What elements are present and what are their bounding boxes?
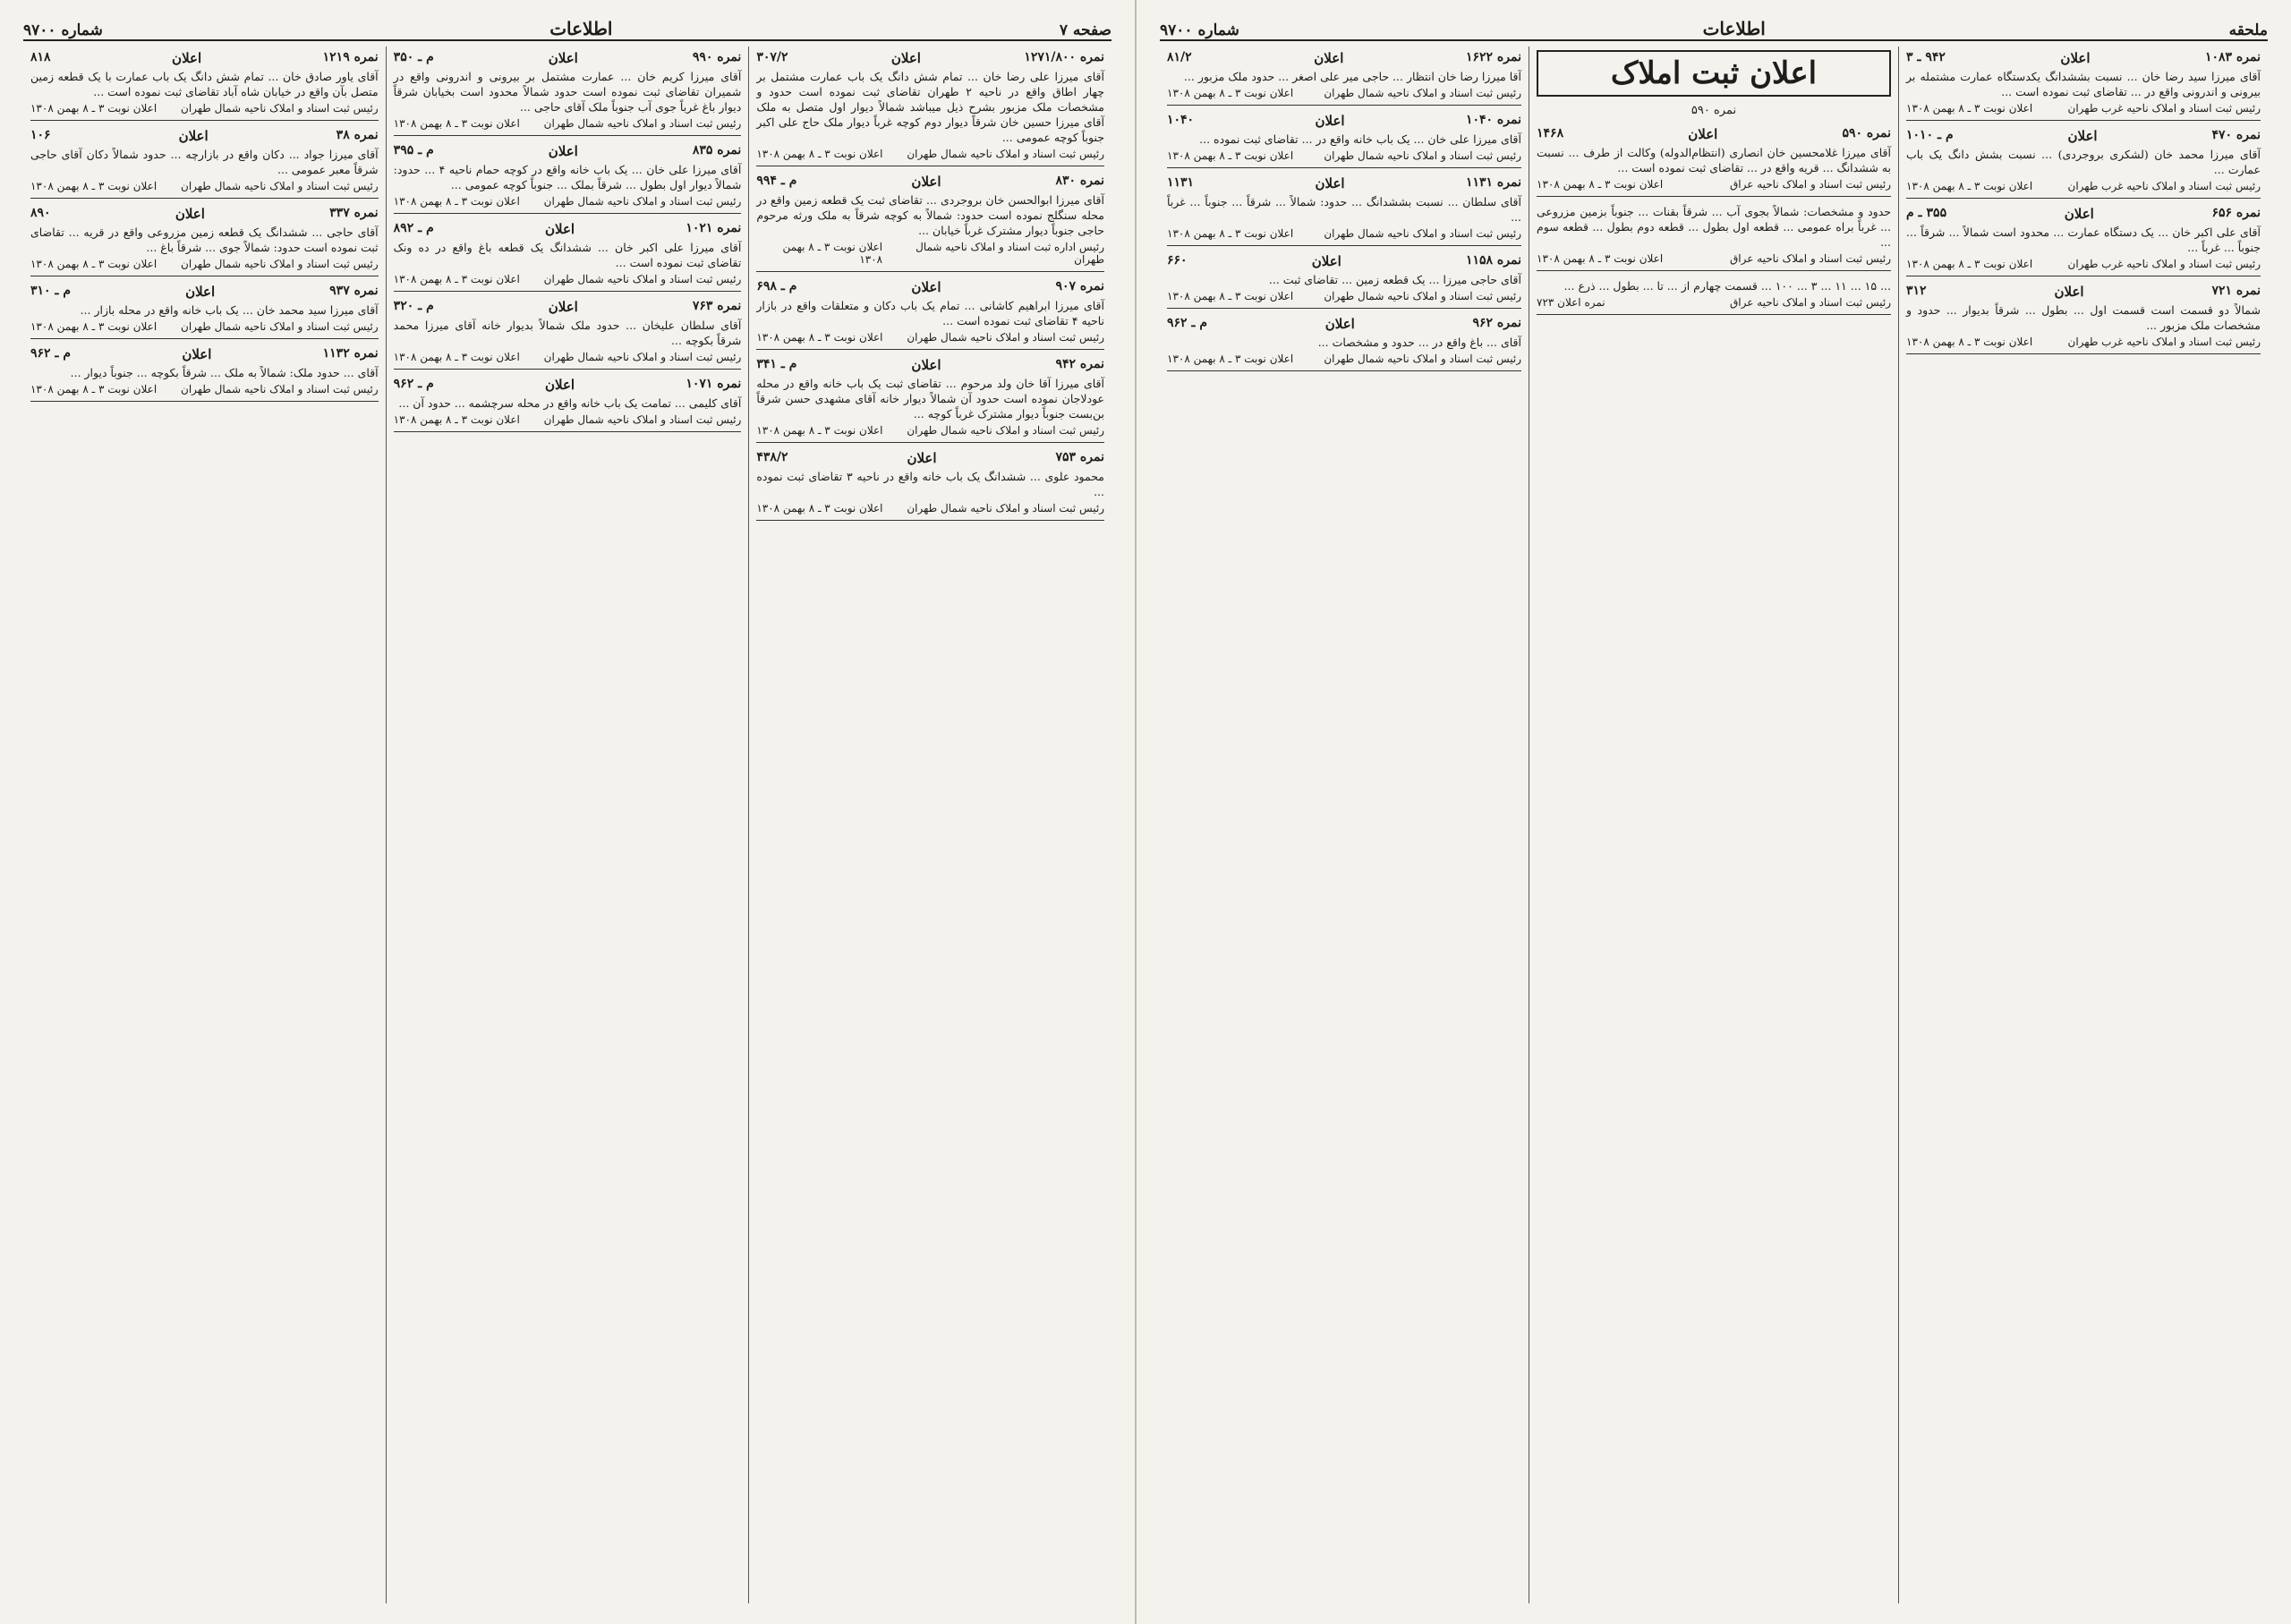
- right-masthead: [1160, 16, 2268, 41]
- column: [1529, 47, 1898, 1603]
- notice-number: نمره ۱۶۲۲: [1465, 50, 1521, 64]
- notice-ref: ۱۰۴۰: [1167, 113, 1195, 127]
- notice-number: نمره ۹۳۷: [329, 284, 379, 298]
- notice-number: نمره ۹۹۰: [692, 50, 742, 64]
- notice-header: [1167, 50, 1521, 66]
- notice-issuer: رئیس اداره ثبت اسناد و املاک ناحیه شمال طهران: [916, 241, 1104, 266]
- notice: [394, 373, 742, 432]
- notice-number: نمره ۱۱۵۸: [1465, 253, 1521, 268]
- notice-date: اعلان نوبت ۳ ـ ۸ بهمن ۱۳۰۸: [30, 180, 158, 192]
- notice-header: [394, 299, 742, 315]
- notice-issuer: رئیس ثبت اسناد و املاک ناحیه شمال طهران: [543, 413, 742, 426]
- notice-footer: [1906, 102, 2261, 115]
- notice-body: آقای میرزا محمد خان (لشکری بروجردی) ... نسبت بشش دانگ یک باب عمارت ...: [1906, 148, 2261, 176]
- notice-number: نمره ۳۸: [336, 128, 379, 142]
- left-issue-number: شماره ۹۷۰۰: [23, 21, 103, 39]
- notice-title: اعلان: [175, 206, 205, 222]
- notice-date: اعلان نوبت ۳ ـ ۸ بهمن ۱۳۰۸: [393, 351, 520, 363]
- notice-ref: ۴۳۸/۲: [756, 450, 788, 464]
- notice-title: اعلان: [2064, 206, 2094, 222]
- notice-number: نمره ۱۲۷۱/۸۰۰: [1024, 50, 1104, 64]
- notice-title: اعلان: [548, 143, 578, 159]
- notice-date: اعلان نوبت ۳ ـ ۸ بهمن ۱۳۰۸: [1167, 149, 1294, 162]
- notice-header: [756, 279, 1104, 295]
- notice-date: اعلان نوبت ۳ ـ ۸ بهمن ۱۳۰۸: [1167, 227, 1294, 240]
- notice-title: اعلان: [182, 346, 212, 362]
- notice: [1167, 312, 1521, 371]
- notice-date: نمره اعلان ۷۲۳: [1537, 296, 1605, 309]
- notice-date: اعلان نوبت ۳ ـ ۸ بهمن ۱۳۰۸: [1537, 178, 1664, 191]
- notice-date: اعلان نوبت ۳ ـ ۸ بهمن ۱۳۰۸: [30, 383, 158, 395]
- notice: [1906, 47, 2261, 121]
- notice-title: اعلان: [544, 221, 575, 237]
- notice-issuer: رئیس ثبت اسناد و املاک ناحیه شمال طهران: [181, 180, 379, 192]
- notice-body: آقای میرزا کریم خان ... عمارت مشتمل بر بیرونی و اندرونی واقع در شمیران تقاضای ثبت نموده است حدود شمالاً محدود است بخیابان شرقاً دیوار باغ غرباً جوی آب جنوباً ملک آقای حاجی ...: [393, 70, 742, 114]
- notice-issuer: رئیس ثبت اسناد و املاک ناحیه غرب طهران: [2067, 180, 2261, 192]
- notice-title: اعلان: [1324, 316, 1355, 332]
- notice: [30, 47, 379, 121]
- notice-header: [1167, 113, 1521, 129]
- notice-header: [756, 50, 1104, 66]
- notice: [1537, 200, 1891, 271]
- notice-header: [1906, 128, 2261, 144]
- notice-date: اعلان نوبت ۳ ـ ۸ بهمن ۱۳۰۸: [393, 413, 520, 426]
- notice-footer: [1906, 336, 2261, 348]
- column: [1898, 47, 2268, 1603]
- notice-issuer: رئیس ثبت اسناد و املاک ناحیه غرب طهران: [2067, 258, 2261, 270]
- notice-title: اعلان: [911, 174, 941, 190]
- notice-issuer: رئیس ثبت اسناد و املاک ناحیه غرب طهران: [2067, 102, 2261, 115]
- notice-issuer: رئیس ثبت اسناد و املاک ناحیه شمال طهران: [907, 502, 1104, 514]
- notice-body: آقای حاجی ... ششدانگ یک قطعه زمین مزروعی واقع در قریه ... تقاضای ثبت نموده است حدود: شمالاً جوی ... شرقاً باغ ...: [30, 225, 379, 254]
- notice-issuer: رئیس ثبت اسناد و املاک ناحیه شمال طهران: [1324, 87, 1521, 99]
- notice-body: آقای میرزا علی اکبر خان ... ششدانگ یک قطعه باغ واقع در ده ونک تقاضای ثبت نموده است ...: [393, 241, 742, 269]
- notice-footer: [394, 195, 742, 208]
- notice-issuer: رئیس ثبت اسناد و املاک ناحیه شمال طهران: [181, 102, 379, 115]
- notice-date: اعلان نوبت ۳ ـ ۸ بهمن ۱۳۰۸: [756, 148, 883, 160]
- notice-date: اعلان نوبت ۳ ـ ۸ بهمن ۱۳۰۸: [30, 258, 158, 270]
- notice-title: اعلان: [548, 299, 578, 315]
- notice-title: اعلان: [1315, 113, 1345, 129]
- notice-issuer: رئیس ثبت اسناد و املاک ناحیه شمال طهران: [907, 148, 1104, 160]
- notice-footer: [1167, 353, 1521, 365]
- notice-date: اعلان نوبت ۳ ـ ۸ بهمن ۱۳۰۸: [756, 331, 883, 344]
- left-page: [0, 0, 1137, 1624]
- notice-body: آقای یاور صادق خان ... تمام شش دانگ یک باب عمارت با یک قطعه زمین متصل بآن واقع در خیابان شاه آباد تقاضای ثبت نموده است ...: [30, 70, 379, 98]
- notice-footer: [1167, 227, 1521, 240]
- notice-footer: [756, 148, 1104, 160]
- notice: [30, 202, 379, 276]
- notice-footer: [30, 383, 379, 395]
- notice-date: اعلان نوبت ۳ ـ ۸ بهمن ۱۳۰۸: [1167, 87, 1294, 99]
- notice-header: [1167, 253, 1521, 269]
- notice: [756, 446, 1104, 521]
- notice-number: نمره ۶۵۶: [2211, 206, 2261, 220]
- notice-number: نمره ۹۶۲: [1472, 316, 1521, 330]
- notice-footer: [30, 180, 379, 192]
- notice-header: [30, 284, 379, 300]
- notice-ref: م ـ ۹۶۲: [30, 346, 72, 361]
- right-page-number: ملحقه: [2228, 21, 2268, 39]
- notice-number: نمره ۱۰۴۰: [1465, 113, 1521, 127]
- notice-ref: ۸۱۸: [30, 50, 51, 64]
- notice-date: اعلان نوبت ۳ ـ ۸ بهمن ۱۳۰۸: [756, 424, 883, 437]
- notice-issuer: رئیس ثبت اسناد و املاک ناحیه شمال طهران: [1324, 290, 1521, 302]
- notice: [1167, 109, 1521, 168]
- notice-footer: [1537, 252, 1891, 265]
- notice-body: آقای میرزا علی خان ... یک باب خانه واقع در کوچه حمام ناحیه ۴ ... حدود: شمالاً دیوار اول بطول ... شرقاً بملک ... جنوباً کوچه عمومی ...: [393, 163, 742, 191]
- left-newspaper-title: اطلاعات: [549, 18, 613, 39]
- notice-body: آقا میرزا رضا خان انتظار ... حاجی میر علی اصغر ... حدود ملک مزبور ...: [1183, 70, 1521, 83]
- notice-footer: [1167, 149, 1521, 162]
- notice-issuer: رئیس ثبت اسناد و املاک ناحیه عراق: [1729, 178, 1891, 191]
- notice-body: حدود و مشخصات: شمالاً بجوی آب ... شرقاً بقنات ... جنوباً بزمین مزروعی ... غرباً براه عمومی ... قطعه اول بطول ... قطعه دوم بطول ... قطعه سوم ...: [1537, 205, 1891, 249]
- notice: [394, 140, 742, 214]
- notice-body: آقای ... حدود ملک: شمالاً به ملک ... شرقاً بکوچه ... جنوباً دیوار ...: [70, 366, 379, 379]
- notice-header: [756, 357, 1104, 373]
- notice: [756, 47, 1104, 166]
- notice-header: [394, 377, 742, 393]
- column: [386, 47, 749, 1603]
- notice-ref: م ـ ۳۵۰: [393, 50, 434, 64]
- notice-header: [1906, 206, 2261, 222]
- notice-date: اعلان نوبت ۳ ـ ۸ بهمن ۱۳۰۸: [393, 117, 520, 130]
- notice-title: اعلان: [907, 450, 937, 466]
- notice-date: اعلان نوبت ۳ ـ ۸ بهمن ۱۳۰۸: [782, 241, 883, 266]
- notice-number: نمره ۷۵۳: [1055, 450, 1104, 464]
- notice-header: [394, 50, 742, 66]
- notice: [1167, 172, 1521, 246]
- notice-ref: ۱۱۳۱: [1167, 175, 1195, 190]
- notice: [394, 295, 742, 370]
- notice-number: نمره ۷۲۱: [2211, 284, 2261, 298]
- notice-ref: م ـ ۹۹۴: [756, 174, 797, 188]
- notice-footer: [1167, 290, 1521, 302]
- notice-title: اعلان: [172, 50, 202, 66]
- right-page: [1137, 0, 2291, 1624]
- notice-ref: م ـ ۸۹۲: [393, 221, 434, 235]
- notice-number: نمره ۱۲۱۹: [322, 50, 379, 64]
- notice-header: [30, 206, 379, 222]
- notice: [30, 343, 379, 402]
- notice-footer: [756, 241, 1104, 266]
- notice-body: محمود علوی ... ششدانگ یک باب خانه واقع در ناحیه ۳ تقاضای ثبت نموده ...: [756, 470, 1105, 498]
- notice-body: آقای سلطان علیخان ... حدود ملک شمالاً بدیوار خانه آقای میرزا محمد شرقاً بکوچه ...: [393, 319, 742, 347]
- left-page-number: صفحه ۷: [1059, 21, 1111, 39]
- notice-header: [1167, 316, 1521, 332]
- notice-title: اعلان: [544, 377, 575, 393]
- notice-ref: ۱۰۶: [30, 128, 51, 142]
- notice-footer: [1537, 178, 1891, 191]
- notice-header: [394, 221, 742, 237]
- notice: [394, 217, 742, 292]
- notice-ref: م ـ ۳۱۰: [30, 284, 72, 298]
- notice-header: [756, 450, 1104, 466]
- notice-title: اعلان: [911, 279, 941, 295]
- notice-footer: [394, 273, 742, 285]
- notice-ref: م ـ ۹۶۲: [1167, 316, 1208, 330]
- notice-footer: [30, 258, 379, 270]
- notice-title: اعلان: [2054, 284, 2084, 300]
- notice-issuer: رئیس ثبت اسناد و املاک ناحیه عراق: [1729, 252, 1891, 265]
- left-columns: [23, 47, 1111, 1603]
- notice-number: نمره ۴۷۰: [2211, 128, 2261, 142]
- notice-footer: [1537, 296, 1891, 309]
- notice-header: [1906, 50, 2261, 66]
- right-newspaper-title: اطلاعات: [1702, 18, 1766, 39]
- notice-footer: [394, 413, 742, 426]
- notice-header: [30, 128, 379, 144]
- notice-header: [394, 143, 742, 159]
- notice-ref: ۶۶۰: [1167, 253, 1188, 268]
- notice-issuer: رئیس ثبت اسناد و املاک ناحیه شمال طهران: [181, 320, 379, 333]
- notice-date: اعلان نوبت ۳ ـ ۸ بهمن ۱۳۰۸: [1906, 336, 2033, 348]
- notice-date: اعلان نوبت ۳ ـ ۸ بهمن ۱۳۰۸: [30, 320, 158, 333]
- notice-footer: [756, 331, 1104, 344]
- notice-header: [30, 50, 379, 66]
- notice-title: اعلان: [1688, 126, 1718, 142]
- notice-number: نمره ۹۴۲: [1055, 357, 1104, 371]
- notice: [1167, 47, 1521, 106]
- notice-title: اعلان: [1315, 175, 1345, 191]
- notice-number: نمره ۸۳۰: [1055, 174, 1104, 188]
- notice-footer: [30, 102, 379, 115]
- notice-footer: [1906, 180, 2261, 192]
- notice-body: ... ۱۵ ... ۱۱ ... ۳ ... ۱۰۰ ... قسمت چهارم از ... تا ... بطول ... ذرع ...: [1563, 279, 1891, 293]
- notice-footer: [1167, 87, 1521, 99]
- notice-footer: [394, 351, 742, 363]
- notice-body: آقای حاجی میرزا ... یک قطعه زمین ... تقاضای ثبت ...: [1268, 273, 1521, 286]
- notice-date: اعلان نوبت ۳ ـ ۸ بهمن ۱۳۰۸: [1906, 180, 2033, 192]
- notice-header: [1906, 284, 2261, 300]
- notice-ref: ۳۵۵ ـ م: [1906, 206, 1947, 220]
- notice-body: آقای میرزا غلامحسین خان انصاری (انتظام‌الدوله) وکالت از طرف ... نسبت به ششدانگ ... قریه واقع در ... تقاضای ثبت نموده است ...: [1537, 146, 1891, 174]
- notice-issuer: رئیس ثبت اسناد و املاک ناحیه شمال طهران: [543, 195, 742, 208]
- notice-issuer: رئیس ثبت اسناد و املاک ناحیه شمال طهران: [907, 424, 1104, 437]
- notice-ref: م ـ ۶۹۸: [756, 279, 797, 293]
- notice-title: اعلان: [1314, 50, 1344, 66]
- notice-number: نمره ۱۱۳۲: [322, 346, 379, 361]
- notice-body: آقای میرزا سید رضا خان ... نسبت بششدانگ یکدستگاه عمارت مشتمله بر بیرونی و اندرونی واقع در ... تقاضای ثبت نموده است ...: [1906, 70, 2261, 98]
- notice: [394, 47, 742, 136]
- notice-issuer: رئیس ثبت اسناد و املاک ناحیه شمال طهران: [1324, 149, 1521, 162]
- notice-date: اعلان نوبت ۳ ـ ۸ بهمن ۱۳۰۸: [1167, 290, 1294, 302]
- right-issue-number: شماره ۹۷۰۰: [1160, 21, 1239, 39]
- notice-ref: ۱۴۶۸: [1537, 126, 1564, 140]
- notice: [756, 353, 1104, 443]
- notice-ref: ۳۰۷/۲: [756, 50, 788, 64]
- notice-date: اعلان نوبت ۳ ـ ۸ بهمن ۱۳۰۸: [393, 273, 520, 285]
- notice-issuer: رئیس ثبت اسناد و املاک ناحیه شمال طهران: [543, 117, 742, 130]
- notice-number: نمره ۹۰۷: [1055, 279, 1104, 293]
- notice-ref: ۸۹۰: [30, 206, 51, 220]
- section-banner-sub: نمره ۵۹۰: [1691, 104, 1737, 117]
- notice: [1167, 250, 1521, 309]
- notice-ref: م ـ ۱۰۱۰: [1906, 128, 1954, 142]
- notice-issuer: رئیس ثبت اسناد و املاک ناحیه شمال طهران: [1324, 353, 1521, 365]
- column: [1160, 47, 1529, 1603]
- notice-number: نمره ۱۰۲۱: [686, 221, 742, 235]
- notice-footer: [1906, 258, 2261, 270]
- notice-body: آقای میرزا سید محمد خان ... یک باب خانه واقع در محله بازار ...: [80, 303, 379, 317]
- notice: [1537, 275, 1891, 315]
- notice-number: نمره ۱۰۷۱: [686, 377, 742, 391]
- notice-body: آقای میرزا علی رضا خان ... تمام شش دانگ یک باب عمارت مشتمل بر چهار اطاق واقع در ناحیه ۲ طهران تقاضای ثبت نموده است حدود و مشخصات ملک مزبور بشرح ذیل میباشد شمالاً دیوار اول متصل به ملک آقای میرزا حسین خان شرقاً دیوار دوم کوچه غرباً دیوار ملک حاج علی اکبر جنوباً کوچه عمومی ...: [756, 70, 1105, 144]
- notice-date: اعلان نوبت ۳ ـ ۸ بهمن ۱۳۰۸: [1167, 353, 1294, 365]
- notice-date: اعلان نوبت ۳ ـ ۸ بهمن ۱۳۰۸: [30, 102, 158, 115]
- notice-footer: [756, 502, 1104, 514]
- notice-issuer: رئیس ثبت اسناد و املاک ناحیه عراق: [1729, 296, 1891, 309]
- notice-body: آقای میرزا ابوالحسن خان بروجردی ... تقاضای ثبت یک قطعه زمین واقع در محله سنگلج نموده است حدود: شمالاً به کوچه شرقاً به ملک ورثه مرحوم حاجی جنوباً دیوار مشترک غرباً خیابان ...: [756, 193, 1104, 237]
- notice-date: اعلان نوبت ۳ ـ ۸ بهمن ۱۳۰۸: [756, 502, 883, 514]
- notice-title: اعلان: [911, 357, 941, 373]
- notice-ref: م ـ ۳۹۵: [393, 143, 434, 157]
- notice-number: نمره ۵۹۰: [1842, 126, 1891, 140]
- notice-ref: ۸۱/۲: [1167, 50, 1192, 64]
- notice-title: اعلان: [890, 50, 921, 66]
- notice-ref: ۳۱۲: [1906, 284, 1927, 298]
- section-banner: اعلان ثبت املاک: [1537, 50, 1891, 97]
- notice: [1537, 123, 1891, 197]
- notice-title: اعلان: [185, 284, 216, 300]
- notice-body: آقای میرزا آقا خان ولد مرحوم ... تقاضای ثبت یک باب خانه واقع در محله عودلاجان نموده است حدود آن شمالاً دیوار خانه آقای مشهدی حسن شرقاً بن‌بست جنوباً دیوار مشترک غرباً کوچه ...: [756, 377, 1104, 421]
- column: [23, 47, 386, 1603]
- notice-body: آقای علی اکبر خان ... یک دستگاه عمارت ... محدود است شمالاً ... شرقاً ... جنوباً ... غرباً ...: [1906, 225, 2261, 254]
- notice-title: اعلان: [2060, 50, 2091, 66]
- notice-ref: ۹۴۲ ـ ۳: [1906, 50, 1946, 64]
- notice-body: آقای کلیمی ... تمامت یک باب خانه واقع در محله سرچشمه ... حدود آن ...: [398, 396, 742, 410]
- notice-body: آقای سلطان ... نسبت بششدانگ ... حدود: شمالاً ... شرقاً ... جنوباً ... غرباً ...: [1167, 195, 1521, 224]
- notice-footer: [30, 320, 379, 333]
- notice-number: نمره ۷۶۳: [692, 299, 742, 313]
- notice-footer: [756, 424, 1104, 437]
- notice-number: نمره ۱۱۳۱: [1465, 175, 1521, 190]
- notice-number: نمره ۳۳۷: [329, 206, 379, 220]
- notice-header: [30, 346, 379, 362]
- notice-body: شمالاً دو قسمت است قسمت اول ... بطول ... شرقاً بدیوار ... حدود و مشخصات ملک مزبور ...: [1906, 303, 2261, 332]
- notice-date: اعلان نوبت ۳ ـ ۸ بهمن ۱۳۰۸: [1906, 258, 2033, 270]
- notice: [1906, 280, 2261, 354]
- notice-body: آقای میرزا علی خان ... یک باب خانه واقع در ... تقاضای ثبت نموده ...: [1199, 132, 1521, 146]
- notice-ref: م ـ ۳۴۱: [756, 357, 797, 371]
- notice-header: [1167, 175, 1521, 191]
- notice-issuer: رئیس ثبت اسناد و املاک ناحیه شمال طهران: [181, 258, 379, 270]
- column: [748, 47, 1111, 1603]
- notice-body: آقای میرزا ابراهیم کاشانی ... تمام یک باب دکان و متعلقات واقع در بازار ناحیه ۴ تقاضای ثبت نموده است ...: [756, 299, 1104, 327]
- right-columns: [1160, 47, 2268, 1603]
- notice-ref: م ـ ۳۲۰: [393, 299, 434, 313]
- notice-issuer: رئیس ثبت اسناد و املاک ناحیه شمال طهران: [907, 331, 1104, 344]
- notice-body: آقای ... باغ واقع در ... حدود و مشخصات ...: [1317, 336, 1521, 349]
- notice-header: [1537, 126, 1891, 142]
- notice: [756, 276, 1104, 350]
- notice-issuer: رئیس ثبت اسناد و املاک ناحیه شمال طهران: [543, 273, 742, 285]
- notice-issuer: رئیس ثبت اسناد و املاک ناحیه شمال طهران: [1324, 227, 1521, 240]
- notice-number: نمره ۱۰۸۳: [2204, 50, 2261, 64]
- notice-footer: [394, 117, 742, 130]
- notice-header: [756, 174, 1104, 190]
- notice-issuer: رئیس ثبت اسناد و املاک ناحیه شمال طهران: [181, 383, 379, 395]
- notice: [756, 170, 1104, 272]
- notice-body: آقای میرزا جواد ... دکان واقع در بازارچه ... حدود شمالاً دکان آقای حاجی شرقاً معبر عمومی ...: [30, 148, 379, 176]
- notice-date: اعلان نوبت ۳ ـ ۸ بهمن ۱۳۰۸: [1906, 102, 2033, 115]
- notice: [30, 124, 379, 199]
- notice-ref: م ـ ۹۶۲: [393, 377, 434, 391]
- notice-issuer: رئیس ثبت اسناد و املاک ناحیه غرب طهران: [2067, 336, 2261, 348]
- notice-title: اعلان: [2067, 128, 2098, 144]
- notice: [1906, 202, 2261, 276]
- left-masthead: [23, 16, 1111, 41]
- notice-title: اعلان: [1311, 253, 1341, 269]
- notice-number: نمره ۸۳۵: [692, 143, 742, 157]
- notice-title: اعلان: [178, 128, 209, 144]
- notice-date: اعلان نوبت ۳ ـ ۸ بهمن ۱۳۰۸: [393, 195, 520, 208]
- notice-issuer: رئیس ثبت اسناد و املاک ناحیه شمال طهران: [543, 351, 742, 363]
- notice: [30, 280, 379, 339]
- notice-date: اعلان نوبت ۳ ـ ۸ بهمن ۱۳۰۸: [1537, 252, 1664, 265]
- notice-title: اعلان: [548, 50, 578, 66]
- notice: [1906, 124, 2261, 199]
